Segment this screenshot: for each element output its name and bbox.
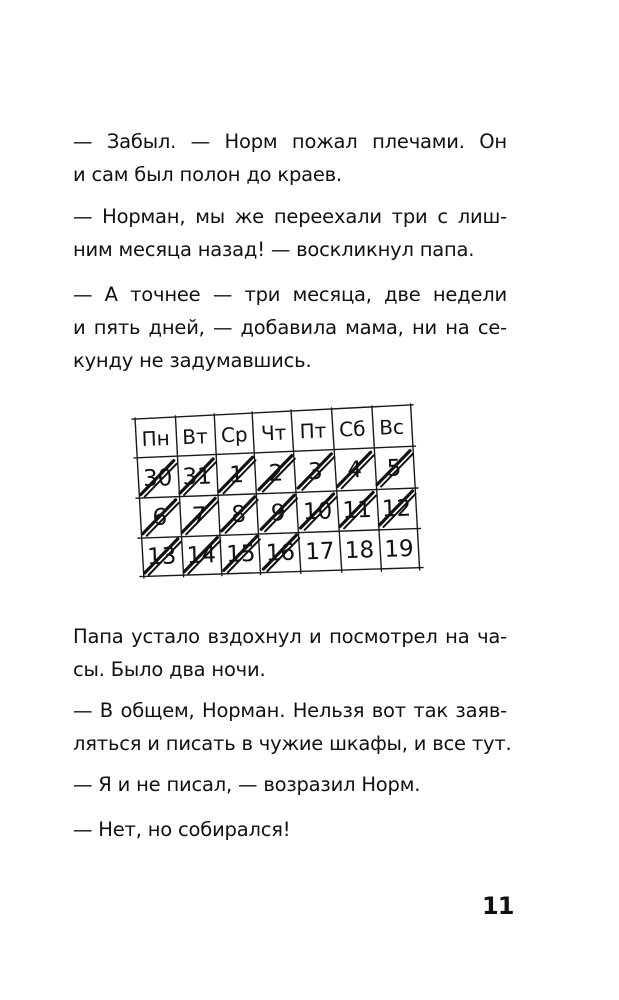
- page-number: 11: [482, 892, 514, 920]
- calendar-day-number: 2: [268, 460, 284, 487]
- text-line: и пять дней, — добавила мама, ни на се-: [73, 316, 507, 339]
- paragraph-6: [73, 768, 507, 801]
- paragraph-3: [73, 278, 507, 377]
- calendar-weekday: Сб: [338, 416, 366, 442]
- paragraph-4: [73, 620, 507, 686]
- calendar-day-number: 7: [191, 503, 208, 530]
- calendar-grid-line: [132, 405, 413, 419]
- calendar-day-number: 12: [381, 495, 412, 523]
- calendar-day-number: 8: [230, 501, 247, 529]
- calendar-weekday: Вт: [181, 424, 209, 450]
- calendar-day-number: 10: [302, 498, 333, 526]
- calendar-day-number: 14: [186, 542, 217, 570]
- text-line: Папа устало вздохнул и посмотрел на ча-: [73, 625, 507, 648]
- calendar-grid-line: [140, 568, 423, 577]
- calendar-grid-line: [138, 528, 421, 538]
- text-line: ляться и писать в чужие шкафы, и все тут.: [73, 732, 512, 755]
- calendar-illustration: [125, 398, 425, 598]
- calendar-day-number: 3: [307, 458, 324, 486]
- calendar-day-number: 4: [346, 457, 363, 484]
- calendar-weekday: Чт: [260, 420, 287, 446]
- calendar-weekday: Вс: [378, 414, 405, 440]
- calendar-day-number: 11: [342, 496, 373, 524]
- text-line: — Забыл. — Норм пожал плечами. Он: [73, 130, 507, 153]
- calendar-day-number: 9: [270, 500, 286, 527]
- calendar-day-number: 16: [265, 539, 296, 567]
- calendar-weekday: Пн: [141, 426, 171, 452]
- calendar-day-number: 31: [182, 463, 213, 491]
- calendar-day-number: 19: [383, 535, 415, 563]
- calendar-day-number: 1: [228, 462, 245, 489]
- text-line: — Я и не писал, — возразил Норм.: [73, 773, 421, 796]
- text-line: — Нет, но собирался!: [73, 818, 291, 841]
- paragraph-5: [73, 694, 512, 760]
- calendar-day-number: 18: [344, 537, 375, 565]
- calendar-day-number: 15: [225, 540, 256, 568]
- calendar-weekday-headers: [141, 415, 404, 451]
- text-line: сы. Было два ночи.: [73, 658, 266, 681]
- calendar-weekday: Ср: [220, 422, 249, 448]
- text-line: ним месяца назад! — воскликнул папа.: [73, 238, 475, 261]
- text-line: — В общем, Норман. Нельзя вот так заяв-: [73, 699, 507, 722]
- text-line: — Норман, мы же переехали три с лиш-: [73, 205, 507, 228]
- paragraph-7: [73, 813, 507, 846]
- calendar-day-number: 6: [151, 504, 168, 532]
- calendar-day-number: 30: [142, 465, 173, 493]
- paragraph-1: [73, 125, 507, 191]
- calendar-weekday: Пт: [299, 418, 327, 444]
- text-line: — А точнее — три месяца, две недели: [73, 283, 507, 306]
- text-line: кунду не задумавшись.: [73, 349, 312, 372]
- calendar-day-number: 5: [386, 455, 402, 482]
- paragraph-2: [73, 200, 507, 266]
- calendar-day-number: 13: [146, 543, 177, 571]
- calendar-day-number: 17: [304, 538, 336, 566]
- text-line: и сам был полон до краев.: [73, 163, 342, 186]
